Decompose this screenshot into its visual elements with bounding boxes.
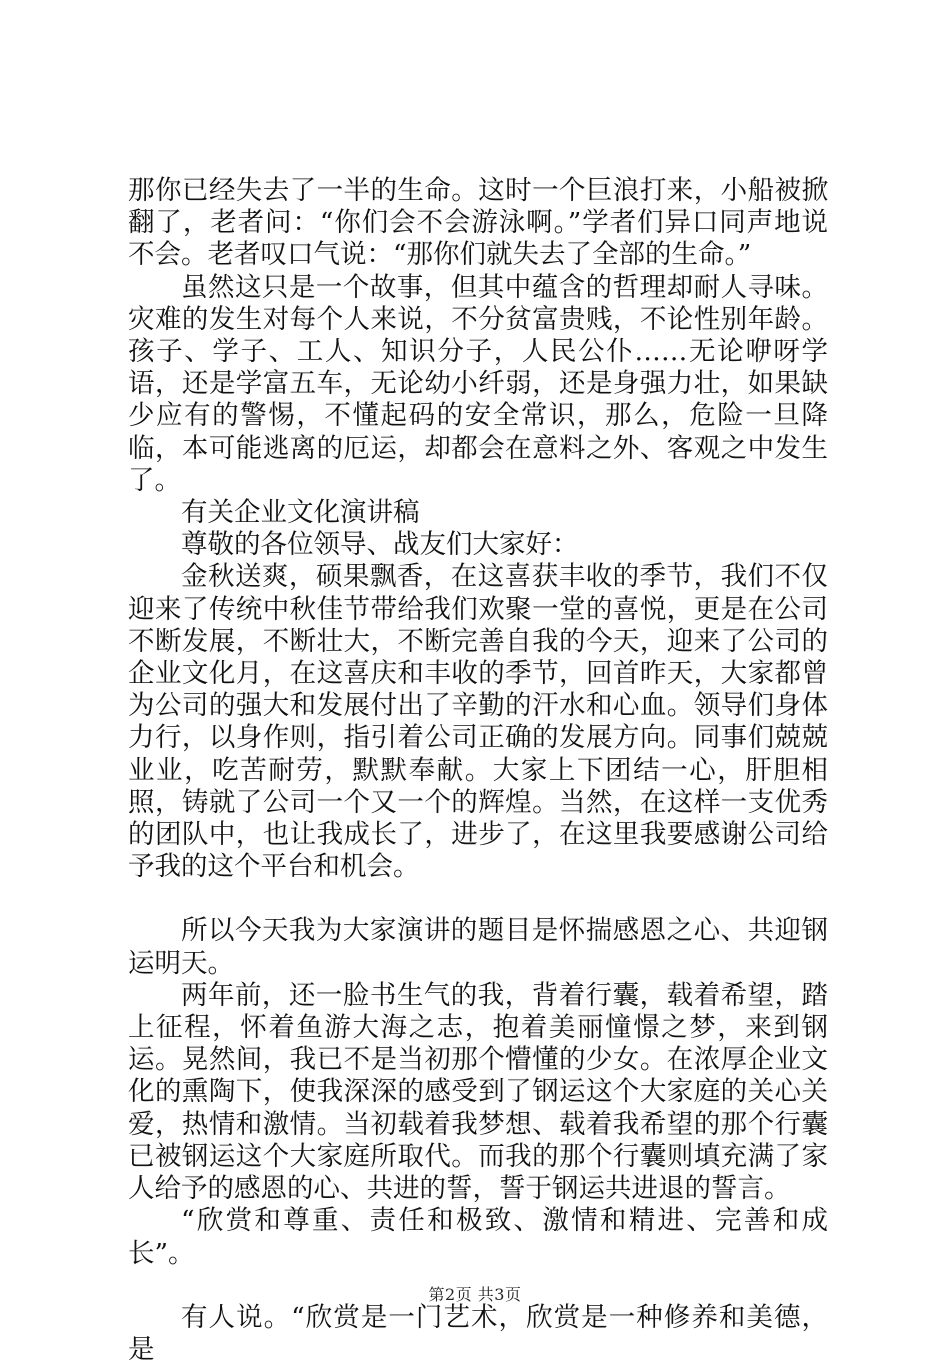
document-body — [128, 175, 828, 1366]
speech-greeting: 尊敬的各位领导、战友们大家好： — [181, 529, 579, 561]
paragraph-story-end: 那你已经失去了一半的生命。这时一个巨浪打来，小船被掀翻了，老者问：“你们会不会游泳啊。”学者们异口同声地说不会。老者叹口气说：“那你们就失去了全部的生命。” — [128, 175, 828, 271]
paragraph-autumn: 金秋送爽，硕果飘香，在这喜获丰收的季节，我们不仅迎来了传统中秋佳节带给我们欢聚一堂的喜悦，更是在公司不断发展，不断壮大，不断完善自我的今天，迎来了公司的企业文化月，在这喜庆和丰收的季节，回首昨天，大家都曾为公司的强大和发展付出了辛勤的汗水和心血。领导们身体力行，以身作则，指引着公司正确的发展方向。同事们兢兢业业，吃苦耐劳，默默奉献。大家上下团结一心，肝胆相照，铸就了公司一个又一个的辉煌。当然，在这样一支优秀的团队中，也让我成长了，进步了，在这里我要感谢公司给予我的这个平台和机会。 — [128, 561, 828, 883]
page-number: 第2页 共3页 — [428, 1285, 522, 1304]
paragraph-values: “欣赏和尊重、责任和极致、激情和精进、完善和成长”。 — [128, 1205, 828, 1269]
paragraph-appreciation: 有人说。“欣赏是一门艺术，欣赏是一种修养和美德，是 — [128, 1301, 828, 1365]
paragraph-two-years-ago: 两年前，还一脸书生气的我，背着行囊，载着希望，踏上征程，怀着鱼游大海之志，抱着美丽憧憬之梦，来到钢运。晃然间，我已不是当初那个懵懂的少女。在浓厚企业文化的熏陶下，使我深深的感受到了钢运这个大家庭的关心关爱，热情和激情。当初载着我梦想、载着我希望的那个行囊已被钢运这个大家庭所取代。而我的那个行囊则填充满了家人给予的感恩的心、共进的誓，誓于钢运共进退的誓言。 — [128, 979, 828, 1205]
paragraph-topic: 所以今天我为大家演讲的题目是怀揣感恩之心、共迎钢运明天。 — [128, 915, 828, 979]
paragraph-story-moral: 虽然这只是一个故事，但其中蕴含的哲理却耐人寻味。灾难的发生对每个人来说，不分贫富贵贱，不论性别年龄。孩子、学子、工人、知识分子，人民公仆……无论咿呀学语，还是学富五车，无论幼小纤弱，还是身强力壮，如果缺少应有的警惕，不懂起码的安全常识，那么，危险一旦降临，本可能逃离的厄运，却都会在意料之外、客观之中发生了。 — [128, 271, 828, 496]
speech-title: 有关企业文化演讲稿 — [181, 497, 420, 529]
